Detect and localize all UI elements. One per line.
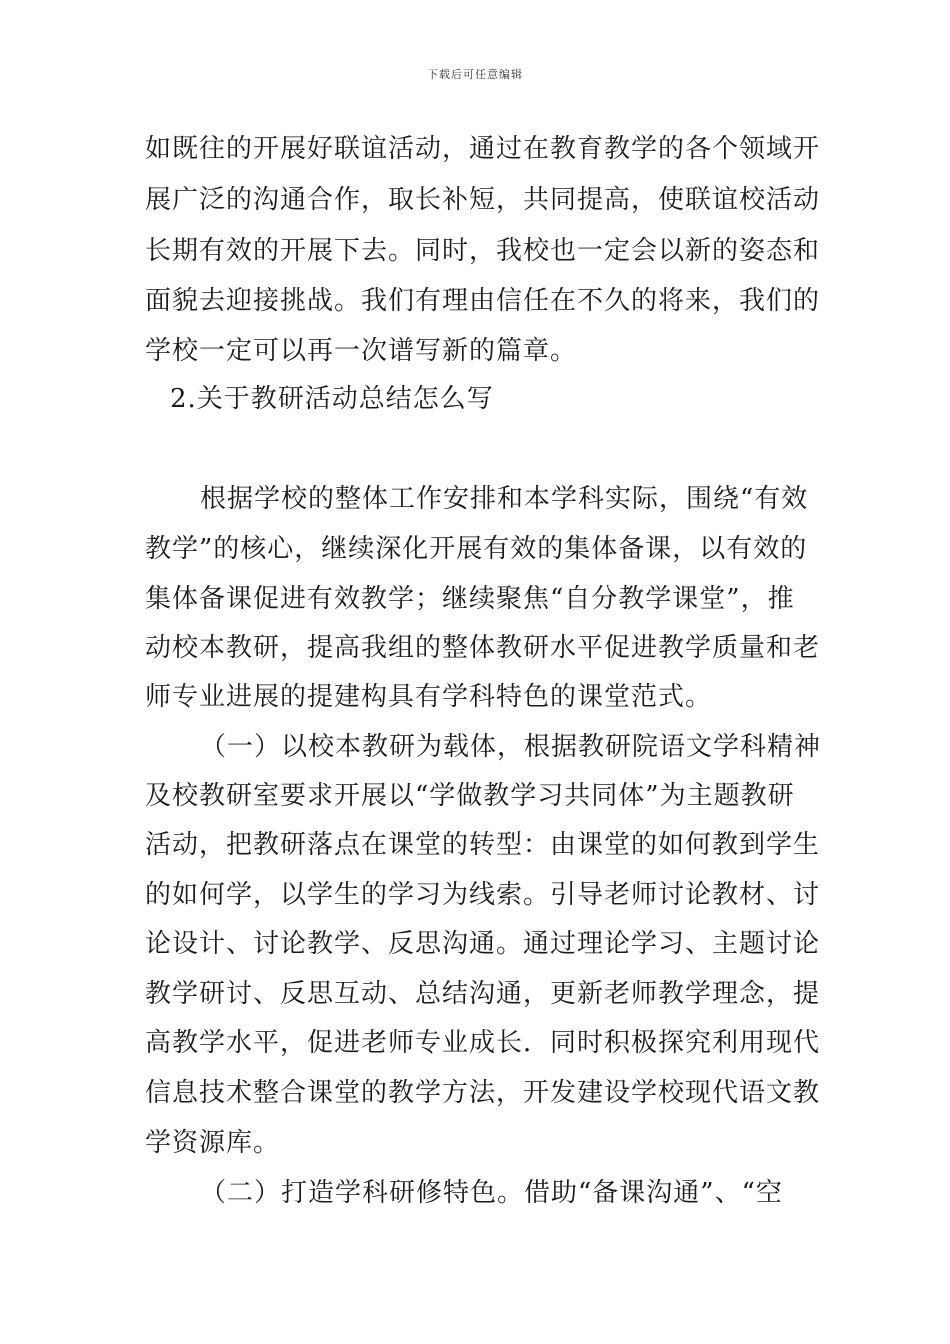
text-line: 面貌去迎接挑战。我们有理由信任在不久的将来，我们的 bbox=[145, 286, 821, 316]
text-line: 动校本教研，提高我组的整体教研水平促进教学质量和老 bbox=[145, 633, 821, 663]
text-line: （二）打造学科研修特色。借助“备课沟通”、“空 bbox=[200, 1178, 783, 1208]
text-line: （一）以校本教研为载体，根据教研院语文学科精神 bbox=[200, 732, 822, 762]
text-line: 的如何学，以学生的学习为线索。引导老师讨论教材、讨 bbox=[145, 880, 821, 910]
text-line: 展广泛的沟通合作，取长补短，共同提高，使联谊校活动 bbox=[145, 185, 821, 215]
text-line: 活动，把教研落点在课堂的转型：由课堂的如何教到学生 bbox=[145, 830, 821, 860]
text-line: 及校教研室要求开展以“学做教学习共同体”为主题教研 bbox=[145, 781, 795, 811]
text-line: 师专业进展的提建构具有学科特色的课堂范式。 bbox=[145, 682, 713, 712]
text-line: 长期有效的开展下去。同时，我校也一定会以新的姿态和 bbox=[145, 236, 821, 266]
text-line: 教学”的核心，继续深化开展有效的集体备课，以有效的 bbox=[145, 534, 808, 564]
text-line: 教学研讨、反思互动、总结沟通，更新老师教学理念，提 bbox=[145, 979, 821, 1009]
text-line: 学资源库。 bbox=[145, 1128, 281, 1158]
text-line: 学校一定可以再一次谱写新的篇章。 bbox=[145, 336, 578, 366]
text-line: 论设计、讨论教学、反思沟通。通过理论学习、主题讨论 bbox=[145, 929, 821, 959]
text-line: 根据学校的整体工作安排和本学科实际，围绕“有效 bbox=[200, 484, 809, 514]
text-line: 信息技术整合课堂的教学方法，开发建设学校现代语文教 bbox=[145, 1078, 821, 1108]
text-line: 如既往的开展好联谊活动，通过在教育教学的各个领域开 bbox=[145, 134, 821, 164]
section-heading: 2.关于教研活动总结怎么写 bbox=[170, 384, 494, 414]
text-line: 集体备课促进有效教学；继续聚焦“自分教学课堂”，推 bbox=[145, 584, 795, 614]
text-line: 高教学水平，促进老师专业成长．同时积极探究利用现代 bbox=[145, 1028, 821, 1058]
page-header: 下载后可任意编辑 bbox=[427, 68, 523, 81]
